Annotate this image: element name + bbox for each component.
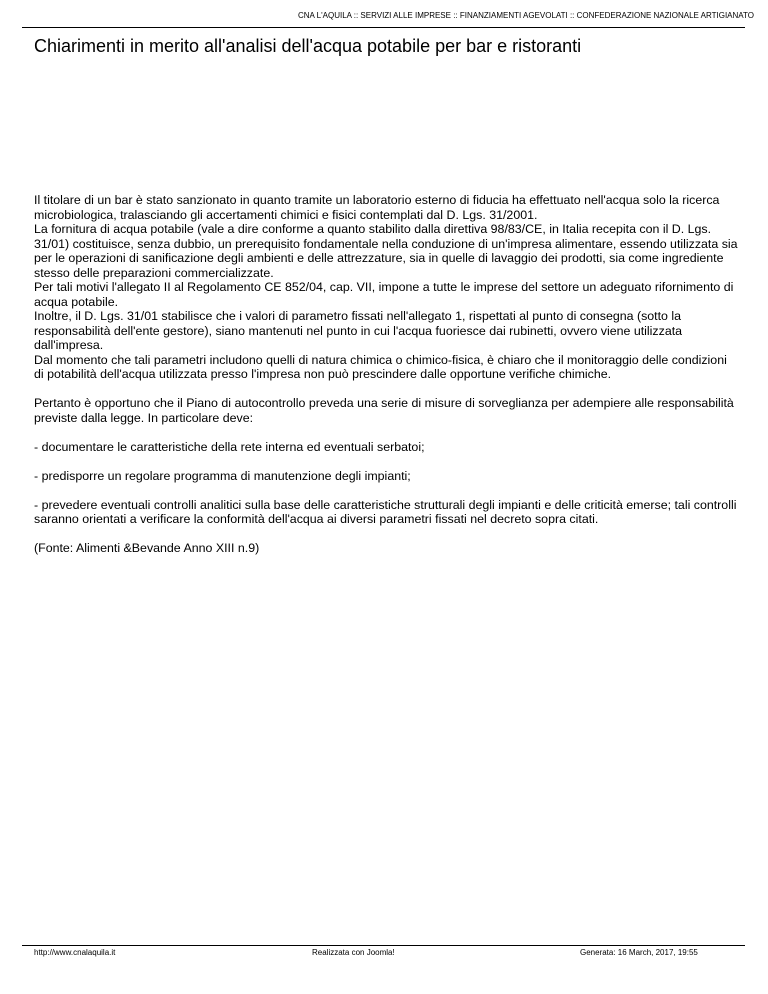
article-lead-2: La fornitura di acqua potabile (vale a dire conforme a quanto stabilito dalla direttiva 98/83/CE, in Italia recepita con il D. Lgs. 31/01) costituisce, senza dubbio, un prerequisito fondamentale nella conduzione di un'impresa alimentare, essendo utilizzata sia per le operazioni di sanificazione degli ambienti e delle attrezzature, sia in quelle di lavaggio dei prodotti, sia come ingrediente stesso delle preparazioni commercializzate.: [34, 222, 738, 280]
article-lead-3: Per tali motivi l'allegato II al Regolamento CE 852/04, cap. VII, impone a tutte le imprese del settore un adeguato rifornimento di acqua potabile.: [34, 280, 734, 309]
page-title: Chiarimenti in merito all'analisi dell'acqua potabile per bar e ristoranti: [34, 36, 582, 56]
article-source: (Fonte: Alimenti &Bevande Anno XIII n.9): [34, 541, 260, 555]
article-list-item: - prevedere eventuali controlli analitici sulla base delle caratteristiche strutturali degli impianti e delle criticità emerse; tali controlli saranno orientati a verificare la conformità dell'acqua ai diversi parametri fissati nel decreto sopra citati.: [34, 497, 737, 526]
header-divider: [22, 27, 745, 28]
footer-divider: [22, 945, 745, 946]
footer-generated-date: Generata: 16 March, 2017, 19:55: [580, 948, 698, 957]
article-list-item: - documentare le caratteristiche della rete interna ed eventuali serbatoi;: [34, 439, 425, 454]
footer-site-url[interactable]: http://www.cnalaquila.it: [34, 948, 116, 957]
article-paragraph-intro: Pertanto è opportuno che il Piano di autocontrollo preveda una serie di misure di sorveglianza per adempiere alle responsabilità previste dalla legge. In particolare deve:: [34, 396, 734, 425]
article-lead-4: Inoltre, il D. Lgs. 31/01 stabilisce che i valori di parametro fissati nell'allegato 1, rispettati al punto di consegna (sotto la responsabilità dell'ente gestore), siano mantenuti nel punto in cui l'acqua fuoriesce dai rubinetti, ovvero viene utilizzata dall'impresa.: [34, 309, 683, 352]
article-body: [34, 193, 739, 556]
article-list-item: - predisporre un regolare programma di manutenzione degli impianti;: [34, 468, 411, 483]
header-breadcrumb: CNA L'AQUILA :: SERVIZI ALLE IMPRESE :: FINANZIAMENTI AGEVOLATI :: CONFEDERAZIONE NAZIONALE ARTIGIANATO: [297, 11, 754, 20]
article-lead-1: Il titolare di un bar è stato sanzionato in quanto tramite un laboratorio esterno di fiducia ha effettuato nell'acqua solo la ricerca microbiologica, tralasciando gli accertamenti chimici e fisici contemplati dal D. Lgs. 31/2001.: [34, 193, 720, 222]
footer-credit: Realizzata con Joomla!: [312, 948, 395, 957]
article-lead-5: Dal momento che tali parametri includono quelli di natura chimica o chimico-fisica, è chiaro che il monitoraggio delle condizioni di potabilità dell'acqua utilizzata presso l'impresa non può prescindere dalle opportune verifiche chimiche.: [34, 352, 727, 381]
